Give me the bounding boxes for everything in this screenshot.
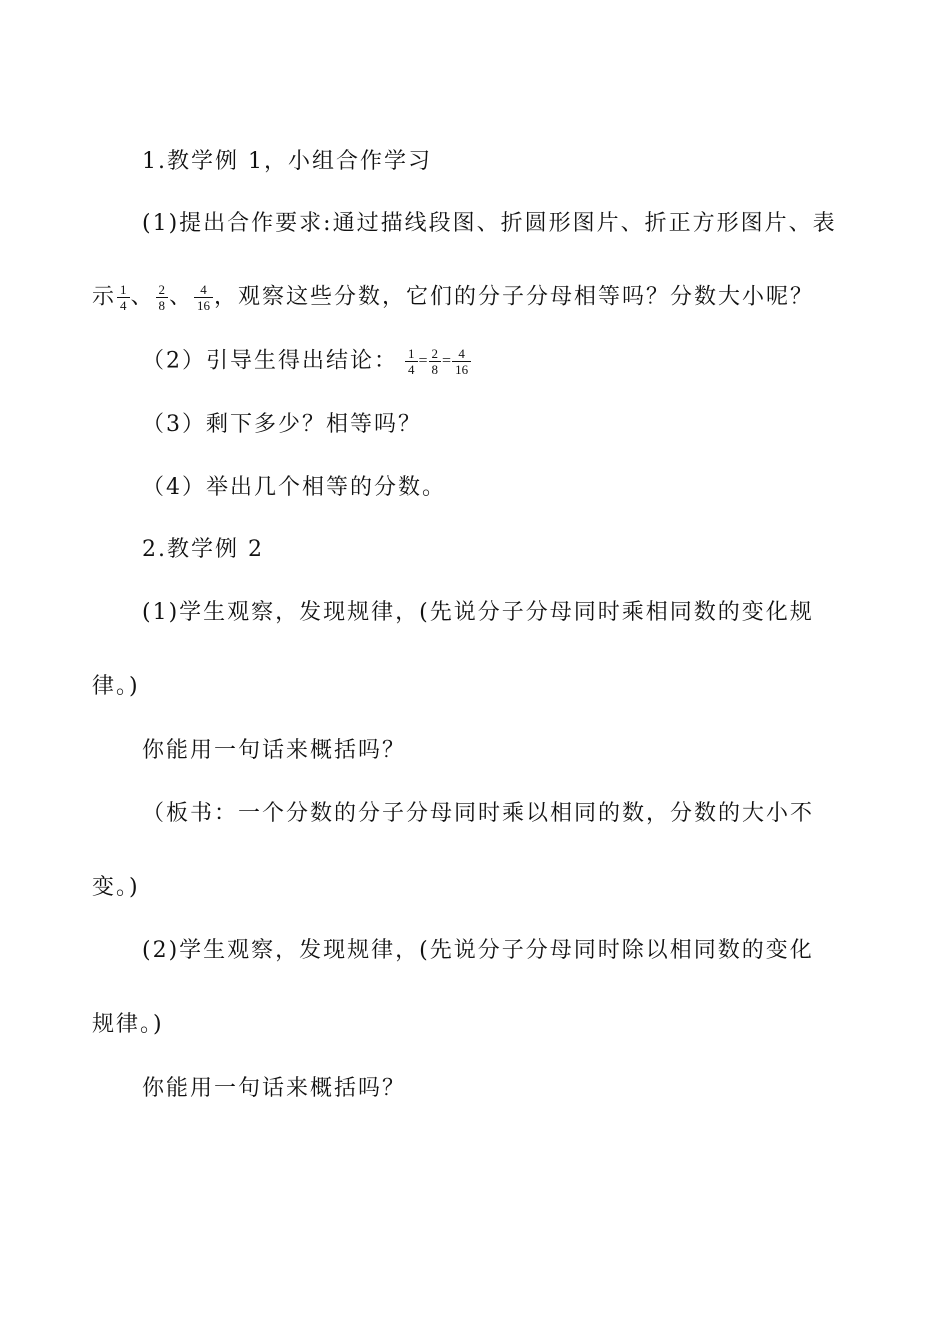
section2-question1: 你能用一句话来概括吗？ [142,738,407,763]
section2-question2: 你能用一句话来概括吗？ [142,1076,407,1101]
section2-board-line1: （板书：一个分数的分子分母同时乘以相同的数，分数的大小不 [142,801,815,826]
section1-item4: （4）举出几个相等的分数。 [142,475,446,500]
section2-item1-line2: 律。) [92,674,140,699]
separator: 、 [130,284,155,310]
separator: 、 [169,284,194,310]
section1-heading: 1.教学例 1，小组合作学习 [142,149,432,174]
section2-item2-line2: 规律。) [92,1012,164,1037]
item1-line2-prefix: 示 [92,284,117,310]
equals-sign: = [418,352,428,370]
conclusion-fraction-four-sixteenths: $\frac{4}{16}$ [452,346,471,377]
fraction-one-quarter: $\frac{1}{4}$ [117,282,130,313]
section1-item2 [142,346,472,377]
section2-heading: 2.教学例 2 [142,537,264,562]
section2-item2-line1: (2)学生观察，发现规律，(先说分子分母同时除以相同数的变化 [142,938,814,963]
section2-board-line2: 变。) [92,875,140,900]
section2-item1-line1: (1)学生观察，发现规律，(先说分子分母同时乘相同数的变化规 [142,600,814,625]
section1-item1-line2 [92,282,814,313]
fraction-four-sixteenths: $\frac{4}{16}$ [194,282,213,313]
section1-item3: （3）剩下多少？相等吗？ [142,412,422,437]
fraction-two-eighths: $\frac{2}{8}$ [156,282,169,313]
conclusion-fraction-two-eighths: $\frac{2}{8}$ [429,346,442,377]
item1-line2-suffix: ，观察这些分数，它们的分子分母相等吗？分数大小呢？ [214,284,815,310]
section1-item1-line1: (1)提出合作要求:通过描线段图、折圆形图片、折正方形图片、表 [142,211,837,236]
conclusion-fraction-one-quarter: $\frac{1}{4}$ [405,346,418,377]
equals-sign: = [442,352,452,370]
item2-text: （2）引导生得出结论： [142,348,398,374]
